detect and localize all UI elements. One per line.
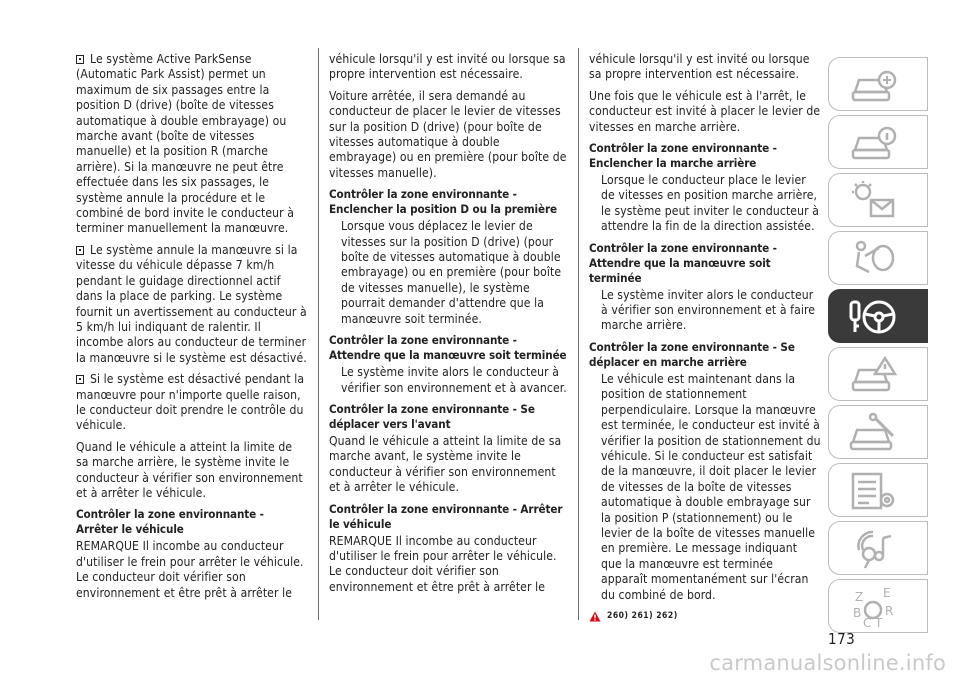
column-divider <box>578 48 579 620</box>
watermark[interactable]: carmanualsonline.info <box>709 651 946 675</box>
tab-index[interactable] <box>828 579 928 633</box>
car-info-icon <box>849 122 899 164</box>
paragraph: Quand le véhicule a atteint la limite de sa marche avant, le système invite le conducteur à vérifier son environnement et à arrêter le véhicule. <box>329 433 562 495</box>
note-paragraph: REMARQUE Il incombe au conducteur d'utiliser le frein pour arrêter le véhicule. Le conducteur doit vérifier son environnement et être prêt à arrêter le <box>329 533 557 594</box>
warning-reference-numbers[interactable]: 260) 261) 262) <box>607 610 678 621</box>
tab-lights[interactable] <box>828 173 928 227</box>
tab-driving[interactable] <box>828 289 928 343</box>
svg-text:B: B <box>853 606 862 620</box>
index-alphabet-icon <box>849 586 899 628</box>
paragraph: véhicule lorsqu'il y est invité ou lorsque sa propre intervention est nécessaire. <box>329 52 566 82</box>
text-column-2 <box>329 52 567 601</box>
paragraph: véhicule lorsqu'il y est invité ou lorsque sa propre intervention est nécessaire. <box>589 52 810 82</box>
column-divider <box>318 48 319 620</box>
svg-text:Z: Z <box>855 590 864 604</box>
specifications-icon <box>849 470 899 512</box>
warning-lights-icon <box>849 354 899 396</box>
warning-references <box>589 609 821 624</box>
bullet-paragraph: Si le système est désactivé pendant la manœuvre pour n'importe quelle raison, le conducteur doit prendre le contrôle du véhicule. <box>76 372 305 433</box>
bullet-paragraph: Le système Active ParkSense (Automatic Park Assist) permet un maximum de six passages entre la position D (drive) (boîte de vitesses automatique à double embrayage) ou marche avant (boîte de vitesses manuelle) et la position R (marche arrière). Si la manœuvre ne peut être effectuée dans les six passages, le système annule la procédure et le combiné de bord invite le conducteur à terminer manuellement la manœuvre. <box>76 52 295 236</box>
svg-text:E: E <box>883 586 891 600</box>
text-column-3 <box>589 52 821 624</box>
section-heading: Contrôler la zone environnante - Se déplacer en marche arrière <box>589 339 795 369</box>
chapter-tabs <box>828 57 930 637</box>
section-heading: Contrôler la zone environnante - Arrêter le véhicule <box>76 507 264 537</box>
car-dashboard-icon <box>849 64 899 106</box>
car-wrench-icon <box>849 412 899 454</box>
paragraph: Voiture arrêtée, il sera demandé au conducteur de placer le levier de vitesses sur la position D (drive) (pour boîte de vitesses automatique à double embrayage) ou en première (pour boîte de vitesses manuelle). <box>329 88 567 180</box>
svg-text:T: T <box>875 616 883 628</box>
bullet-icon <box>76 55 84 64</box>
tab-safety[interactable] <box>828 231 928 285</box>
tab-car-info[interactable] <box>828 115 928 169</box>
section-heading: Contrôler la zone environnante - Enclencher la marche arrière <box>589 141 777 171</box>
svg-text:C: C <box>863 616 872 628</box>
airbag-safety-icon <box>849 238 899 280</box>
section-heading: Contrôler la zone environnante - Se déplacer vers l'avant <box>329 401 535 431</box>
tab-multimedia[interactable] <box>828 521 928 575</box>
section-heading: Contrôler la zone environnante - Enclencher la position D ou la première <box>329 187 557 217</box>
paragraph: Lorsque vous déplacez le levier de vitesses sur la position D (drive) (pour boîte de vitesses automatique à double embrayage) ou en première (pour boîte de vitesses manuelle), le système pourrait demander d'attendre que la manœuvre soit terminée. <box>341 219 562 326</box>
steering-wheel-key-icon <box>849 296 899 338</box>
paragraph: Quand le véhicule a atteint la limite de sa marche arrière, le système invite le conducteur à vérifier son environnement et à arrêter le véhicule. <box>76 439 303 500</box>
page-number: 173 <box>828 630 856 648</box>
tab-specifications[interactable] <box>828 463 928 517</box>
paragraph: Une fois que le véhicule est à l'arrêt, le conducteur est invité à placer le levier de vitesses en marche arrière. <box>589 88 821 134</box>
lights-envelope-icon <box>849 180 899 222</box>
section-heading: Contrôler la zone environnante - Attendre que la manœuvre soit terminée <box>589 240 777 285</box>
tab-maintenance[interactable] <box>828 405 928 459</box>
paragraph: Le système invite alors le conducteur à vérifier son environnement et à avancer. <box>341 365 567 395</box>
multimedia-icon <box>849 528 899 570</box>
bullet-icon <box>76 246 84 255</box>
section-heading: Contrôler la zone environnante - Arrêter le véhicule <box>329 501 563 531</box>
text-column-1 <box>76 52 308 607</box>
paragraph: Le véhicule est maintenant dans la position de stationnement perpendiculaire. Lorsque la manœuvre est terminée, le conducteur est invité à vérifier la position de stationnement du véhicule. Si le conducteur est satisfait de la manœuvre, il doit placer le levier de vitesses de la boîte de vitesses automatique à double embrayage sur la position P (stationnement) ou le levier de la boîte de vitesses manuelle en première. Le message indiquant que la manœuvre est terminée apparaît momentanément sur l'écran du combiné de bord. <box>601 371 821 602</box>
tab-warnings[interactable] <box>828 347 928 401</box>
tab-dashboard[interactable] <box>828 57 928 111</box>
paragraph: Le système inviter alors le conducteur à vérifier son environnement et à faire marche arrière. <box>601 287 816 333</box>
bullet-icon <box>76 375 84 384</box>
bullet-paragraph: Le système annule la manœuvre si la vitesse du véhicule dépasse 7 km/h pendant le guidage directionnel actif dans la place de parking. Le système fournit un avertissement au conducteur à 5 km/h lui indiquant de ralentir. Il incombe alors au conducteur de terminer la manœuvre si le système est désactivé. <box>76 242 307 365</box>
paragraph: Lorsque le conducteur place le levier de vitesses en position marche arrière, le système peut inviter le conducteur à attendre la fin de la direction assistée. <box>601 173 819 234</box>
warning-triangle-icon <box>589 611 601 622</box>
svg-text:R: R <box>885 604 894 618</box>
section-heading: Contrôler la zone environnante - Attendre que la manœuvre soit terminée <box>329 333 567 363</box>
note-paragraph: REMARQUE Il incombe au conducteur d'utiliser le frein pour arrêter le véhicule. Le conducteur doit vérifier son environnement et être prêt à arrêter le <box>76 539 304 600</box>
